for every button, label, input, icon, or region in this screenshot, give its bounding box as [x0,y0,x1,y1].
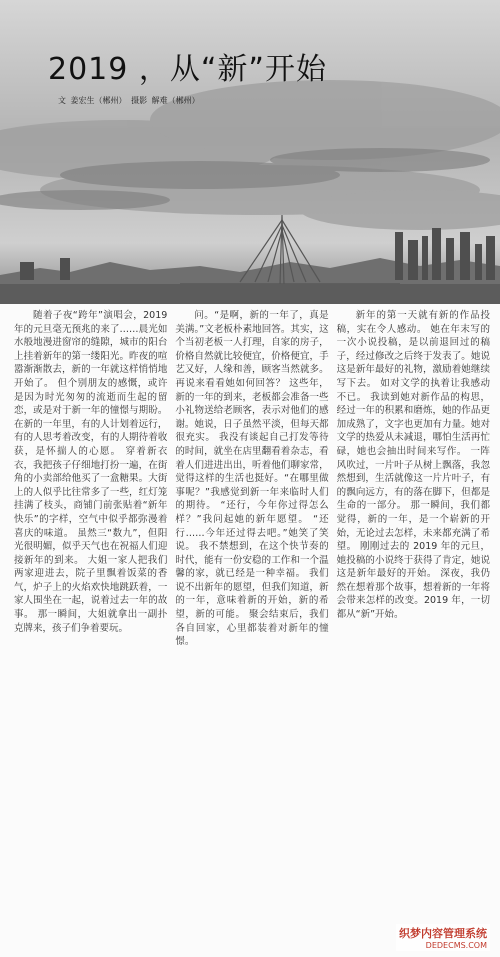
author-prefix: 文 [58,96,66,105]
photo-prefix: 摄影 [131,96,148,105]
byline [58,95,202,106]
column-text: 随着子夜“跨年”演唱会，2019年的元旦毫无预兆的来了……晨光如水般地漫进窗帘的缝隙，城市的阳台上挂着新年的第一缕阳光。昨夜的喧嚣渐渐散去，新的一年就这样悄悄地开始了。 但个别朋友的感慨，或许是因为时光匆匆的流逝而生起的留恋，或是对于新一年的憧憬与期盼。在新的一年里，有的人计划着远行，有的人思考着改变，有的人期待着收获，是怀揣人的心愿。 穿着新衣衣，我把孩子仔细地打扮一遍，在街角的小卖部给他买了一盒糖果。大街上的人似乎比往常多了一些，红灯笼挂满了枝头，商铺门前张贴着“新年快乐”的字样，空气中似乎都弥漫着喜庆的味道。 虽然三“数九”，但阳光很明媚，似乎天气也在祝福人们迎接新年的到来。 大姐一家人把我们两家迎进去，院子里飘着饭菜的香气，炉子上的火焰欢快地跳跃着，一家人围坐在一起，说着过去一年的故事。 那一瞬间，大姐就拿出一副扑克牌来，孩子们争着要玩。 [14,310,168,634]
article-body [14,309,490,954]
column-text: 问。“是啊，新的一年了，真是美满。”文老板朴素地回答。其实，这个当初老板一人打理，自家的房子，价格自然就比较便宜，价格便宜，手艺又好，人缘和善，顾客当然就多。再说来看看她如何回答？ 这些年，新的一年的到来，老板都会准备一些小礼物送给老顾客，表示对他们的感谢。她说，日子虽然平淡，但每天都很充实。 我没有谈起自己打发等待的时间，就坐在店里翻看着杂志，看着人们进进出出，听着他们聊家常，觉得这样的生活也挺好。“在哪里做事呢？”我感觉到新一年来临时人们的期待。 “还行，今年你过得怎么样？”我问起她的新年愿望。 “还行……今年还过得去吧。”她笑了笑说。 我不禁想到，在这个快节奏的时代，能有一份安稳的工作和一个温馨的家，就已经是一种幸福。 我们说不出新年的愿望，但我们知道，新的一年，意味着新的开始，新的希望，新的可能。 聚会结束后，我们各自回家，心里都装着对新年的憧憬。 [175,310,329,648]
watermark-url: DEDECMS.COM [425,941,487,950]
column-text: 新年的第一天就有新的作品投稿，实在令人感动。 她在年末写的一次小说投稿，是以前退回过的稿子，经过修改之后终于发表了。她说这是新年最好的礼物，激励着她继续写下去。 如对文学的执着让我感动不已。 我读到她对新作品的构思，经过一年的积累和磨炼，她的作品更加成熟了，文字也更加有力量。她对文学的热爱从未减退，哪怕生活再忙碌，她也会抽出时间来写作。 一阵风吹过，一片叶子从树上飘落，我忽然想到，生活就像这一片片叶子，有的飘向远方，有的落在脚下，但都是生命的一部分。 那一瞬间，我们都觉得，新的一年，是一个崭新的开始，无论过去怎样，未来都充满了希望。 刚刚过去的 2019 年的元旦，她投稿的小说终于获得了肯定，她说这是新年最好的开始。 深夜，我仍然在想着那个故事，想着新的一年将会带来怎样的改变。2019 年，一切都从“新”开始。 [336,310,490,621]
watermark [396,924,490,951]
photographer-name: 解难（郴州） [151,96,200,105]
author-name: 姜宏生（郴州） [70,96,127,105]
text-column-3 [337,309,490,954]
text-column-2 [175,309,328,954]
watermark-brand: 织梦内容管理系统 [399,927,487,940]
text-column-1 [14,309,167,954]
article-title: 2019 ，从“新”开始 [48,52,327,87]
